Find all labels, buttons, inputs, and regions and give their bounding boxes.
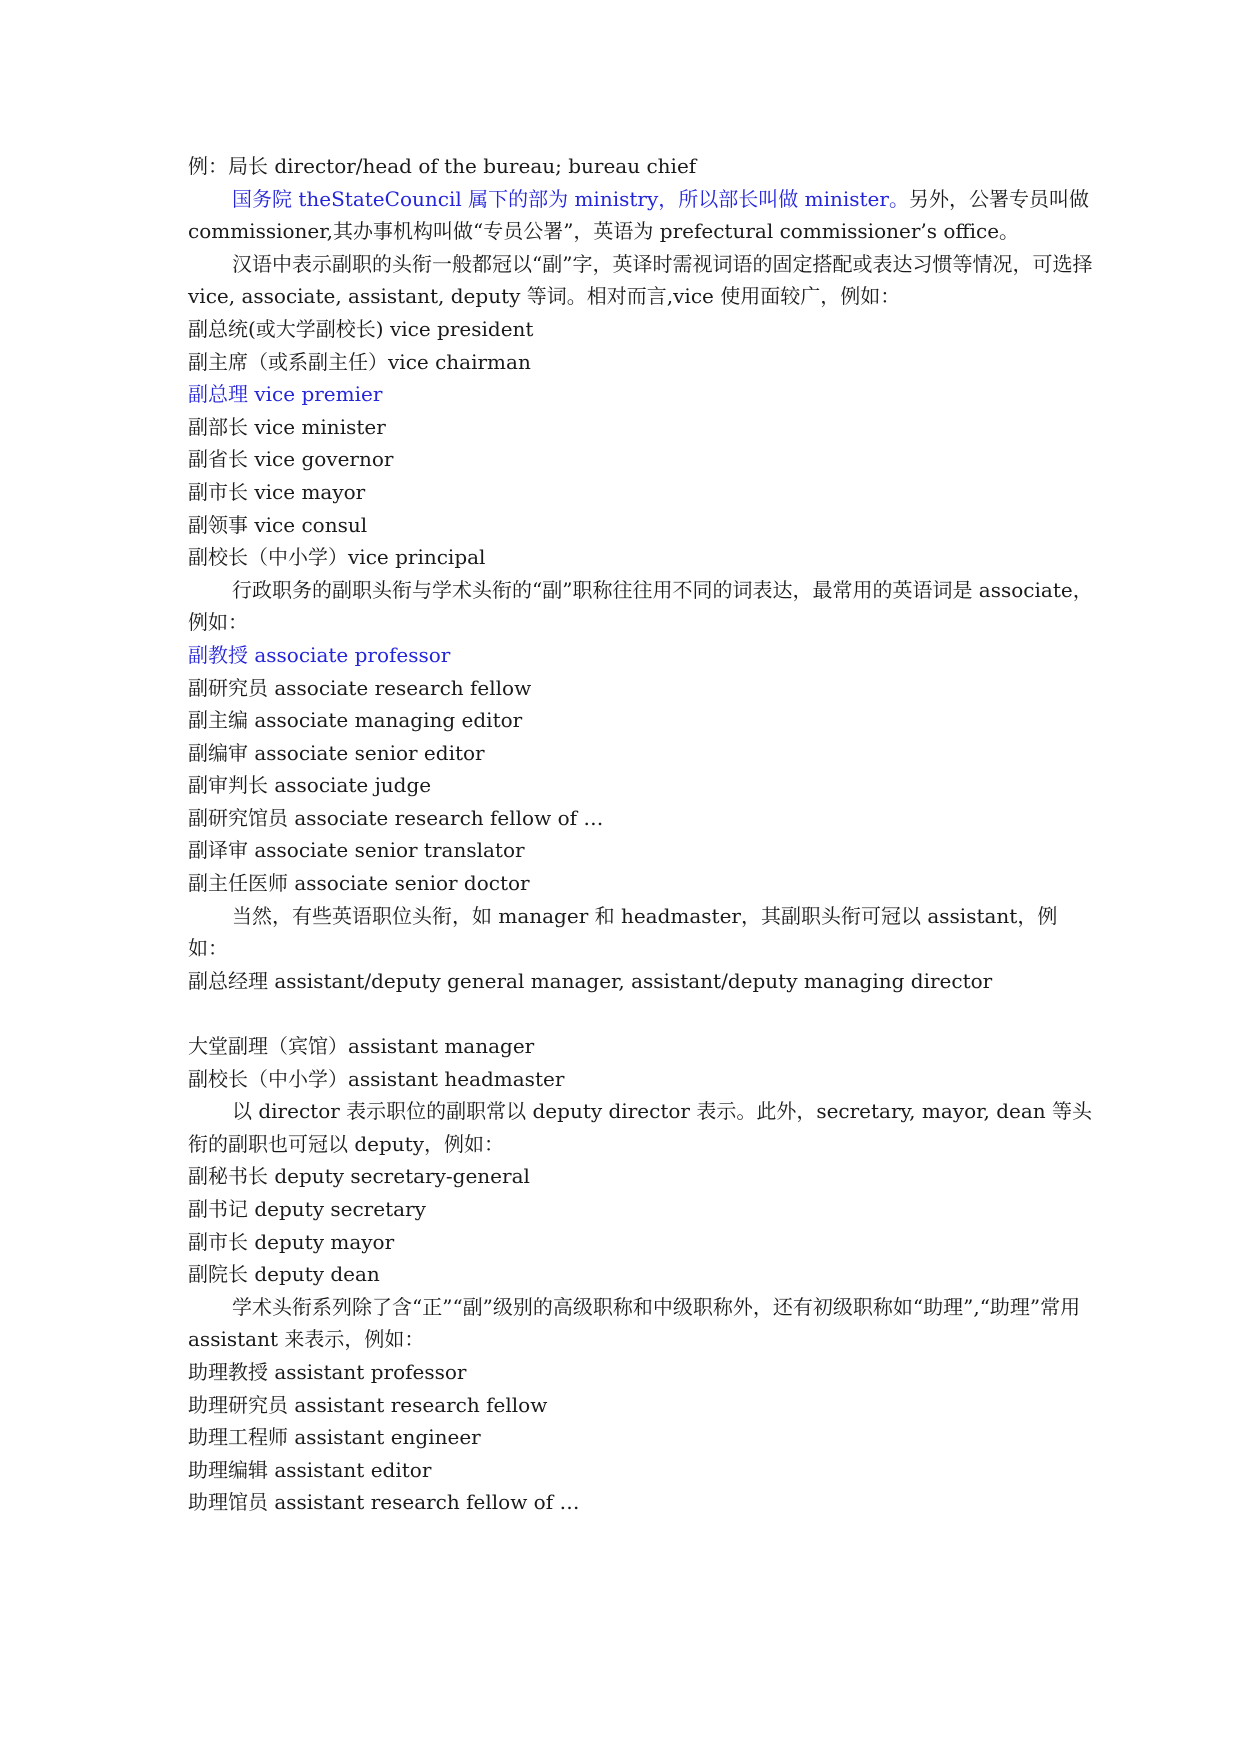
list-item-assistant-manager: 大堂副理（宾馆）assistant manager bbox=[188, 1034, 535, 1059]
list-item-associate-senior-editor: 副编审 associate senior editor bbox=[188, 740, 485, 765]
list-item-vice-mayor: 副市长 vice mayor bbox=[188, 479, 366, 504]
list-item-vice-principal: 副校长（中小学）vice principal bbox=[188, 545, 486, 570]
list-item-vice-president: 副总统(或大学副校长) vice president bbox=[188, 316, 534, 341]
list-item-vice-minister: 副部长 vice minister bbox=[188, 414, 386, 439]
list-item-deputy-mayor: 副市长 deputy mayor bbox=[188, 1229, 395, 1254]
list-item-associate-managing-editor: 副主编 associate managing editor bbox=[188, 708, 523, 733]
list-item-associate-professor: 副教授 associate professor bbox=[188, 642, 451, 667]
list-item-associate-research-fellow-of: 副研究馆员 associate research fellow of … bbox=[188, 805, 604, 830]
list-item-assistant-engineer: 助理工程师 assistant engineer bbox=[188, 1425, 481, 1450]
list-item-deputy-secretary-general: 副秘书长 deputy secretary-general bbox=[188, 1164, 530, 1189]
paragraph-state-council bbox=[188, 183, 1093, 248]
blank-line bbox=[188, 997, 1093, 1030]
paragraph-academic-intro: 学术头衔系列除了含“正”“副”级别的高级职称和中级职称外，还有初级职称如“助理”,“助理”常用 assistant 来表示，例如： bbox=[188, 1294, 1081, 1352]
text-commissioner: 另外，公署专员叫做 commissioner,其办事机构叫做“专员公署”，英语为 prefectural commissioner’s office。 bbox=[188, 186, 1089, 244]
list-item-vice-consul: 副领事 vice consul bbox=[188, 512, 368, 537]
list-item-associate-judge: 副审判长 associate judge bbox=[188, 773, 432, 798]
list-item-vice-chairman: 副主席（或系副主任）vice chairman bbox=[188, 349, 531, 374]
highlight-state-council: 国务院 theStateCouncil 属下的部为 ministry，所以部长叫做 minister。 bbox=[232, 186, 909, 211]
paragraph-vice-intro: 汉语中表示副职的头衔一般都冠以“副”字，英译时需视词语的固定搭配或表达习惯等情况，可选择 vice, associate, assistant, deputy 等词。相对而言,vice 使用面较广，例如： bbox=[188, 251, 1093, 309]
list-item-deputy-dean: 副院长 deputy dean bbox=[188, 1262, 380, 1287]
example-line-director: 例：局长 director/head of the bureau; bureau chief bbox=[188, 154, 697, 178]
list-item-assistant-headmaster: 副校长（中小学）assistant headmaster bbox=[188, 1066, 565, 1091]
paragraph-assistant-intro: 当然，有些英语职位头衔，如 manager 和 headmaster，其副职头衔可冠以 assistant，例如： bbox=[188, 903, 1058, 961]
list-item-vice-premier: 副总理 vice premier bbox=[188, 382, 383, 407]
list-item-assistant-professor: 助理教授 assistant professor bbox=[188, 1359, 467, 1384]
list-item-vice-governor: 副省长 vice governor bbox=[188, 447, 394, 472]
list-item-deputy-secretary: 副书记 deputy secretary bbox=[188, 1197, 426, 1221]
list-item-assistant-deputy-manager: 副总经理 assistant/deputy general manager, assistant/deputy managing director bbox=[188, 968, 993, 993]
list-item-associate-senior-translator: 副译审 associate senior translator bbox=[188, 838, 525, 863]
list-item-assistant-research-fellow: 助理研究员 assistant research fellow bbox=[188, 1392, 548, 1417]
paragraph-deputy-intro: 以 director 表示职位的副职常以 deputy director 表示。此外，secretary, mayor, dean 等头衔的副职也可冠以 deputy，例如： bbox=[188, 1099, 1092, 1156]
list-item-associate-research-fellow: 副研究员 associate research fellow bbox=[188, 675, 532, 700]
list-item-associate-senior-doctor: 副主任医师 associate senior doctor bbox=[188, 871, 530, 896]
list-item-assistant-editor: 助理编辑 assistant editor bbox=[188, 1457, 432, 1482]
list-item-assistant-research-fellow-of: 助理馆员 assistant research fellow of … bbox=[188, 1490, 580, 1515]
document-body bbox=[188, 150, 1093, 1519]
paragraph-associate-intro: 行政职务的副职头衔与学术头衔的“副”职称往往用不同的词表达，最常用的英语词是 associate，例如： bbox=[188, 577, 1093, 635]
